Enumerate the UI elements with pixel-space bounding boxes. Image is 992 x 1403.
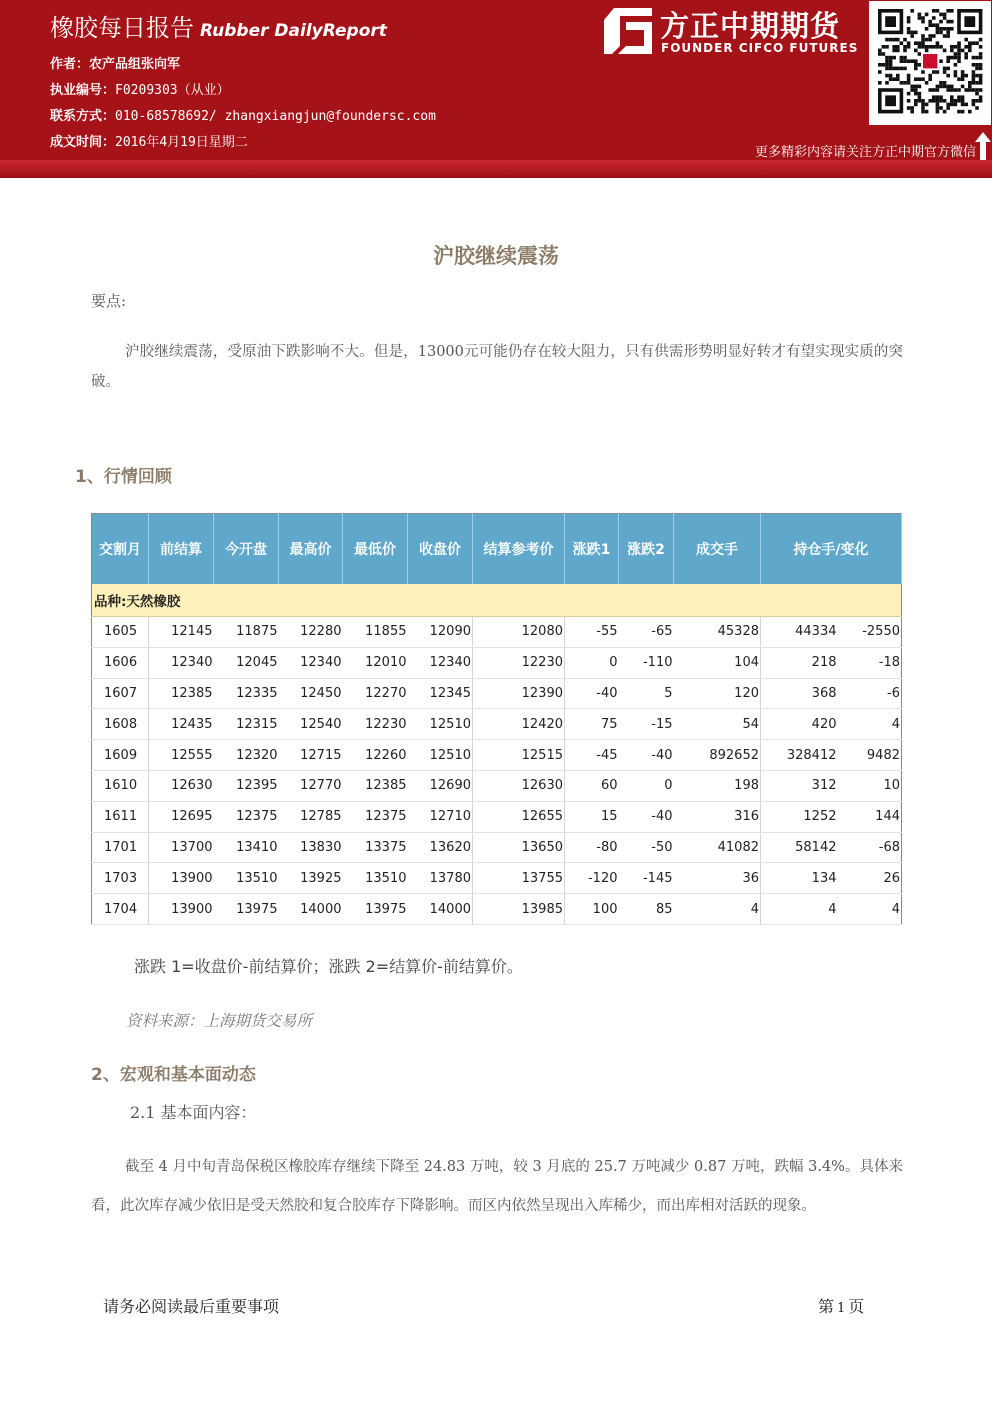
table-row bbox=[92, 770, 902, 801]
table-cell: 1611 bbox=[92, 801, 149, 832]
license-line bbox=[50, 79, 230, 98]
table-cell: 12695 bbox=[149, 801, 214, 832]
table-cell: 5 bbox=[619, 678, 674, 709]
table-cell: 12375 bbox=[214, 801, 279, 832]
brand-name-cn: 方正中期期货 bbox=[660, 9, 841, 43]
table-cell: 218 bbox=[761, 647, 838, 678]
table-cell: 13620 bbox=[408, 832, 473, 863]
table-cell: 13755 bbox=[473, 863, 565, 894]
table-row bbox=[92, 894, 902, 925]
table-cell: 12340 bbox=[149, 647, 214, 678]
table-cell: 13375 bbox=[343, 832, 408, 863]
section-2-1-heading: 2.1 基本面内容： bbox=[130, 1103, 257, 1122]
contact-value: 010-68578692/ zhangxiangjun@foundersc.com bbox=[115, 109, 436, 124]
report-title bbox=[50, 8, 387, 43]
footer-notice: 请务必阅读最后重要事项 bbox=[103, 1297, 280, 1316]
table-cell: 11875 bbox=[214, 617, 279, 648]
author-line bbox=[50, 53, 180, 72]
author-label: 作者： bbox=[50, 57, 90, 72]
up-arrow-icon bbox=[975, 132, 991, 160]
table-cell: 12145 bbox=[149, 617, 214, 648]
table-cell: -2550 bbox=[838, 617, 902, 648]
table-cell: 12710 bbox=[408, 801, 473, 832]
table-cell: 12340 bbox=[408, 647, 473, 678]
table-cell: 100 bbox=[565, 894, 619, 925]
table-cell: -40 bbox=[565, 678, 619, 709]
author-value: 农产品组张向军 bbox=[89, 57, 181, 72]
col-header-prev-settle: 前结算 bbox=[149, 514, 214, 585]
col-header-close: 收盘价 bbox=[408, 514, 473, 585]
table-row bbox=[92, 832, 902, 863]
table-cell: 14000 bbox=[408, 894, 473, 925]
col-header-open-interest: 持仓手/变化 bbox=[761, 514, 902, 585]
table-cell: 13925 bbox=[279, 863, 343, 894]
table-cell: 12510 bbox=[408, 740, 473, 771]
table-cell: 36 bbox=[674, 863, 761, 894]
table-cell: 12385 bbox=[149, 678, 214, 709]
table-cell: 892652 bbox=[674, 740, 761, 771]
table-cell: 312 bbox=[761, 770, 838, 801]
table-cell: 12420 bbox=[473, 709, 565, 740]
table-cell: -145 bbox=[619, 863, 674, 894]
col-header-delivery-month: 交割月 bbox=[92, 514, 149, 585]
section-1-heading: 1、行情回顾 bbox=[75, 467, 172, 487]
table-cell: 12630 bbox=[149, 770, 214, 801]
table-cell: 12395 bbox=[214, 770, 279, 801]
page-suffix: 页 bbox=[848, 1297, 865, 1316]
table-cell: 13900 bbox=[149, 894, 214, 925]
table-cell: 12785 bbox=[279, 801, 343, 832]
page-number-value: 1 bbox=[837, 1301, 846, 1316]
variety-label: 品种:天然橡胶 bbox=[92, 584, 902, 617]
table-cell: 104 bbox=[674, 647, 761, 678]
table-cell: 12385 bbox=[343, 770, 408, 801]
table-cell: 12715 bbox=[279, 740, 343, 771]
col-header-change-2: 涨跌2 bbox=[619, 514, 674, 585]
table-cell: 12260 bbox=[343, 740, 408, 771]
col-header-volume: 成交手 bbox=[674, 514, 761, 585]
contact-label: 联系方式： bbox=[50, 109, 116, 124]
table-cell: 1607 bbox=[92, 678, 149, 709]
table-cell: 120 bbox=[674, 678, 761, 709]
table-cell: 12280 bbox=[279, 617, 343, 648]
table-cell: 4 bbox=[838, 894, 902, 925]
table-cell: 1609 bbox=[92, 740, 149, 771]
table-cell: 58142 bbox=[761, 832, 838, 863]
table-cell: 134 bbox=[761, 863, 838, 894]
table-row bbox=[92, 863, 902, 894]
col-header-change-1: 涨跌1 bbox=[565, 514, 619, 585]
fundamentals-paragraph: 截至 4 月中旬青岛保税区橡胶库存继续下降至 24.83 万吨，较 3 月底的 25.7 万吨减少 0.87 万吨，跌幅 3.4%。具体来看，此次库存减少依旧是受天然胶和复合胶库存下降影响。而区内依然呈现出入库稀少，而出库相对活跃的现象。 bbox=[91, 1159, 903, 1214]
key-points-label: 要点: bbox=[91, 292, 127, 310]
table-cell: -110 bbox=[619, 647, 674, 678]
license-label: 执业编号： bbox=[50, 83, 116, 98]
table-cell: 13510 bbox=[214, 863, 279, 894]
data-source-note: 资料来源：上海期货交易所 bbox=[126, 1012, 313, 1030]
table-cell: -55 bbox=[565, 617, 619, 648]
table-cell: -6 bbox=[838, 678, 902, 709]
table-cell: 12390 bbox=[473, 678, 565, 709]
table-cell: 12045 bbox=[214, 647, 279, 678]
table-cell: 316 bbox=[674, 801, 761, 832]
table-cell: 44334 bbox=[761, 617, 838, 648]
table-cell: -50 bbox=[619, 832, 674, 863]
table-cell: 11855 bbox=[343, 617, 408, 648]
table-cell: 12540 bbox=[279, 709, 343, 740]
table-cell: -40 bbox=[619, 801, 674, 832]
table-cell: 12690 bbox=[408, 770, 473, 801]
table-cell: 15 bbox=[565, 801, 619, 832]
change-formula-note: 涨跌 1=收盘价-前结算价；涨跌 2=结算价-前结算价。 bbox=[134, 957, 523, 976]
col-header-high: 最高价 bbox=[279, 514, 343, 585]
table-cell: 12230 bbox=[343, 709, 408, 740]
table-cell: 12555 bbox=[149, 740, 214, 771]
table-row bbox=[92, 617, 902, 648]
table-cell: 1701 bbox=[92, 832, 149, 863]
table-cell: 41082 bbox=[674, 832, 761, 863]
report-title-cn: 橡胶每日报告 bbox=[50, 14, 194, 42]
table-row bbox=[92, 709, 902, 740]
table-cell: 12630 bbox=[473, 770, 565, 801]
table-cell: 60 bbox=[565, 770, 619, 801]
summary-paragraph: 沪胶继续震荡，受原油下跌影响不大。但是，13000元可能仍存在较大阻力，只有供需形势明显好转才有望实现实质的突破。 bbox=[91, 344, 903, 390]
table-cell: 12515 bbox=[473, 740, 565, 771]
date-line bbox=[50, 131, 248, 150]
table-cell: 1606 bbox=[92, 647, 149, 678]
market-quotes-table bbox=[91, 513, 902, 925]
brand-logo-icon bbox=[604, 8, 652, 54]
page-number bbox=[818, 1294, 864, 1317]
table-cell: 1704 bbox=[92, 894, 149, 925]
table-cell: -120 bbox=[565, 863, 619, 894]
document-title: 沪胶继续震荡 bbox=[433, 244, 559, 268]
table-cell: 1608 bbox=[92, 709, 149, 740]
table-cell: 0 bbox=[619, 770, 674, 801]
date-label: 成文时间： bbox=[50, 135, 116, 150]
table-cell: 12375 bbox=[343, 801, 408, 832]
qr-code-icon bbox=[869, 1, 991, 125]
table-cell: 75 bbox=[565, 709, 619, 740]
table-header-row bbox=[92, 514, 902, 585]
table-cell: 12655 bbox=[473, 801, 565, 832]
table-cell: -45 bbox=[565, 740, 619, 771]
table-cell: -40 bbox=[619, 740, 674, 771]
table-cell: 144 bbox=[838, 801, 902, 832]
table-cell: 12450 bbox=[279, 678, 343, 709]
table-cell: 12230 bbox=[473, 647, 565, 678]
table-cell: -80 bbox=[565, 832, 619, 863]
license-value: F0209303（从业） bbox=[115, 83, 230, 98]
wechat-follow-note: 更多精彩内容请关注方正中期官方微信 bbox=[754, 145, 976, 160]
table-cell: 13410 bbox=[214, 832, 279, 863]
table-cell: 12335 bbox=[214, 678, 279, 709]
table-cell: 12435 bbox=[149, 709, 214, 740]
table-cell: 12315 bbox=[214, 709, 279, 740]
table-cell: 10 bbox=[838, 770, 902, 801]
table-cell: 13985 bbox=[473, 894, 565, 925]
table-cell: 328412 bbox=[761, 740, 838, 771]
table-cell: -68 bbox=[838, 832, 902, 863]
report-title-en: Rubber DailyReport bbox=[200, 21, 387, 41]
table-cell: 13830 bbox=[279, 832, 343, 863]
table-cell: 12345 bbox=[408, 678, 473, 709]
table-cell: 1610 bbox=[92, 770, 149, 801]
table-cell: 4 bbox=[761, 894, 838, 925]
table-cell: 12770 bbox=[279, 770, 343, 801]
table-row bbox=[92, 801, 902, 832]
table-row bbox=[92, 647, 902, 678]
table-cell: 13975 bbox=[343, 894, 408, 925]
contact-line bbox=[50, 105, 436, 124]
table-cell: 420 bbox=[761, 709, 838, 740]
table-cell: 13510 bbox=[343, 863, 408, 894]
table-cell: 9482 bbox=[838, 740, 902, 771]
table-cell: 1605 bbox=[92, 617, 149, 648]
table-cell: 45328 bbox=[674, 617, 761, 648]
table-cell: 12090 bbox=[408, 617, 473, 648]
table-cell: 12010 bbox=[343, 647, 408, 678]
table-cell: 4 bbox=[674, 894, 761, 925]
table-cell: -65 bbox=[619, 617, 674, 648]
header-strip bbox=[0, 160, 992, 178]
table-cell: 12340 bbox=[279, 647, 343, 678]
table-cell: 13900 bbox=[149, 863, 214, 894]
table-cell: 12080 bbox=[473, 617, 565, 648]
table-cell: -15 bbox=[619, 709, 674, 740]
table-cell: 13700 bbox=[149, 832, 214, 863]
table-cell: 13650 bbox=[473, 832, 565, 863]
brand-name-en: FOUNDER CIFCO FUTURES bbox=[661, 41, 859, 55]
section-2-heading: 2、宏观和基本面动态 bbox=[91, 1065, 256, 1085]
col-header-settle-ref: 结算参考价 bbox=[473, 514, 565, 585]
table-cell: 26 bbox=[838, 863, 902, 894]
page-prefix: 第 bbox=[818, 1297, 835, 1316]
date-value: 2016年4月19日星期二 bbox=[115, 135, 248, 150]
table-cell: 1252 bbox=[761, 801, 838, 832]
col-header-open: 今开盘 bbox=[214, 514, 279, 585]
table-cell: 198 bbox=[674, 770, 761, 801]
variety-row bbox=[92, 584, 902, 617]
table-cell: 14000 bbox=[279, 894, 343, 925]
table-cell: 1703 bbox=[92, 863, 149, 894]
table-cell: 54 bbox=[674, 709, 761, 740]
table-cell: 12510 bbox=[408, 709, 473, 740]
table-cell: -18 bbox=[838, 647, 902, 678]
table-cell: 0 bbox=[565, 647, 619, 678]
table-cell: 13975 bbox=[214, 894, 279, 925]
table-cell: 368 bbox=[761, 678, 838, 709]
table-row bbox=[92, 740, 902, 771]
table-cell: 4 bbox=[838, 709, 902, 740]
table-cell: 12320 bbox=[214, 740, 279, 771]
table-cell: 85 bbox=[619, 894, 674, 925]
table-cell: 12270 bbox=[343, 678, 408, 709]
table-row bbox=[92, 678, 902, 709]
table-cell: 13780 bbox=[408, 863, 473, 894]
col-header-low: 最低价 bbox=[343, 514, 408, 585]
